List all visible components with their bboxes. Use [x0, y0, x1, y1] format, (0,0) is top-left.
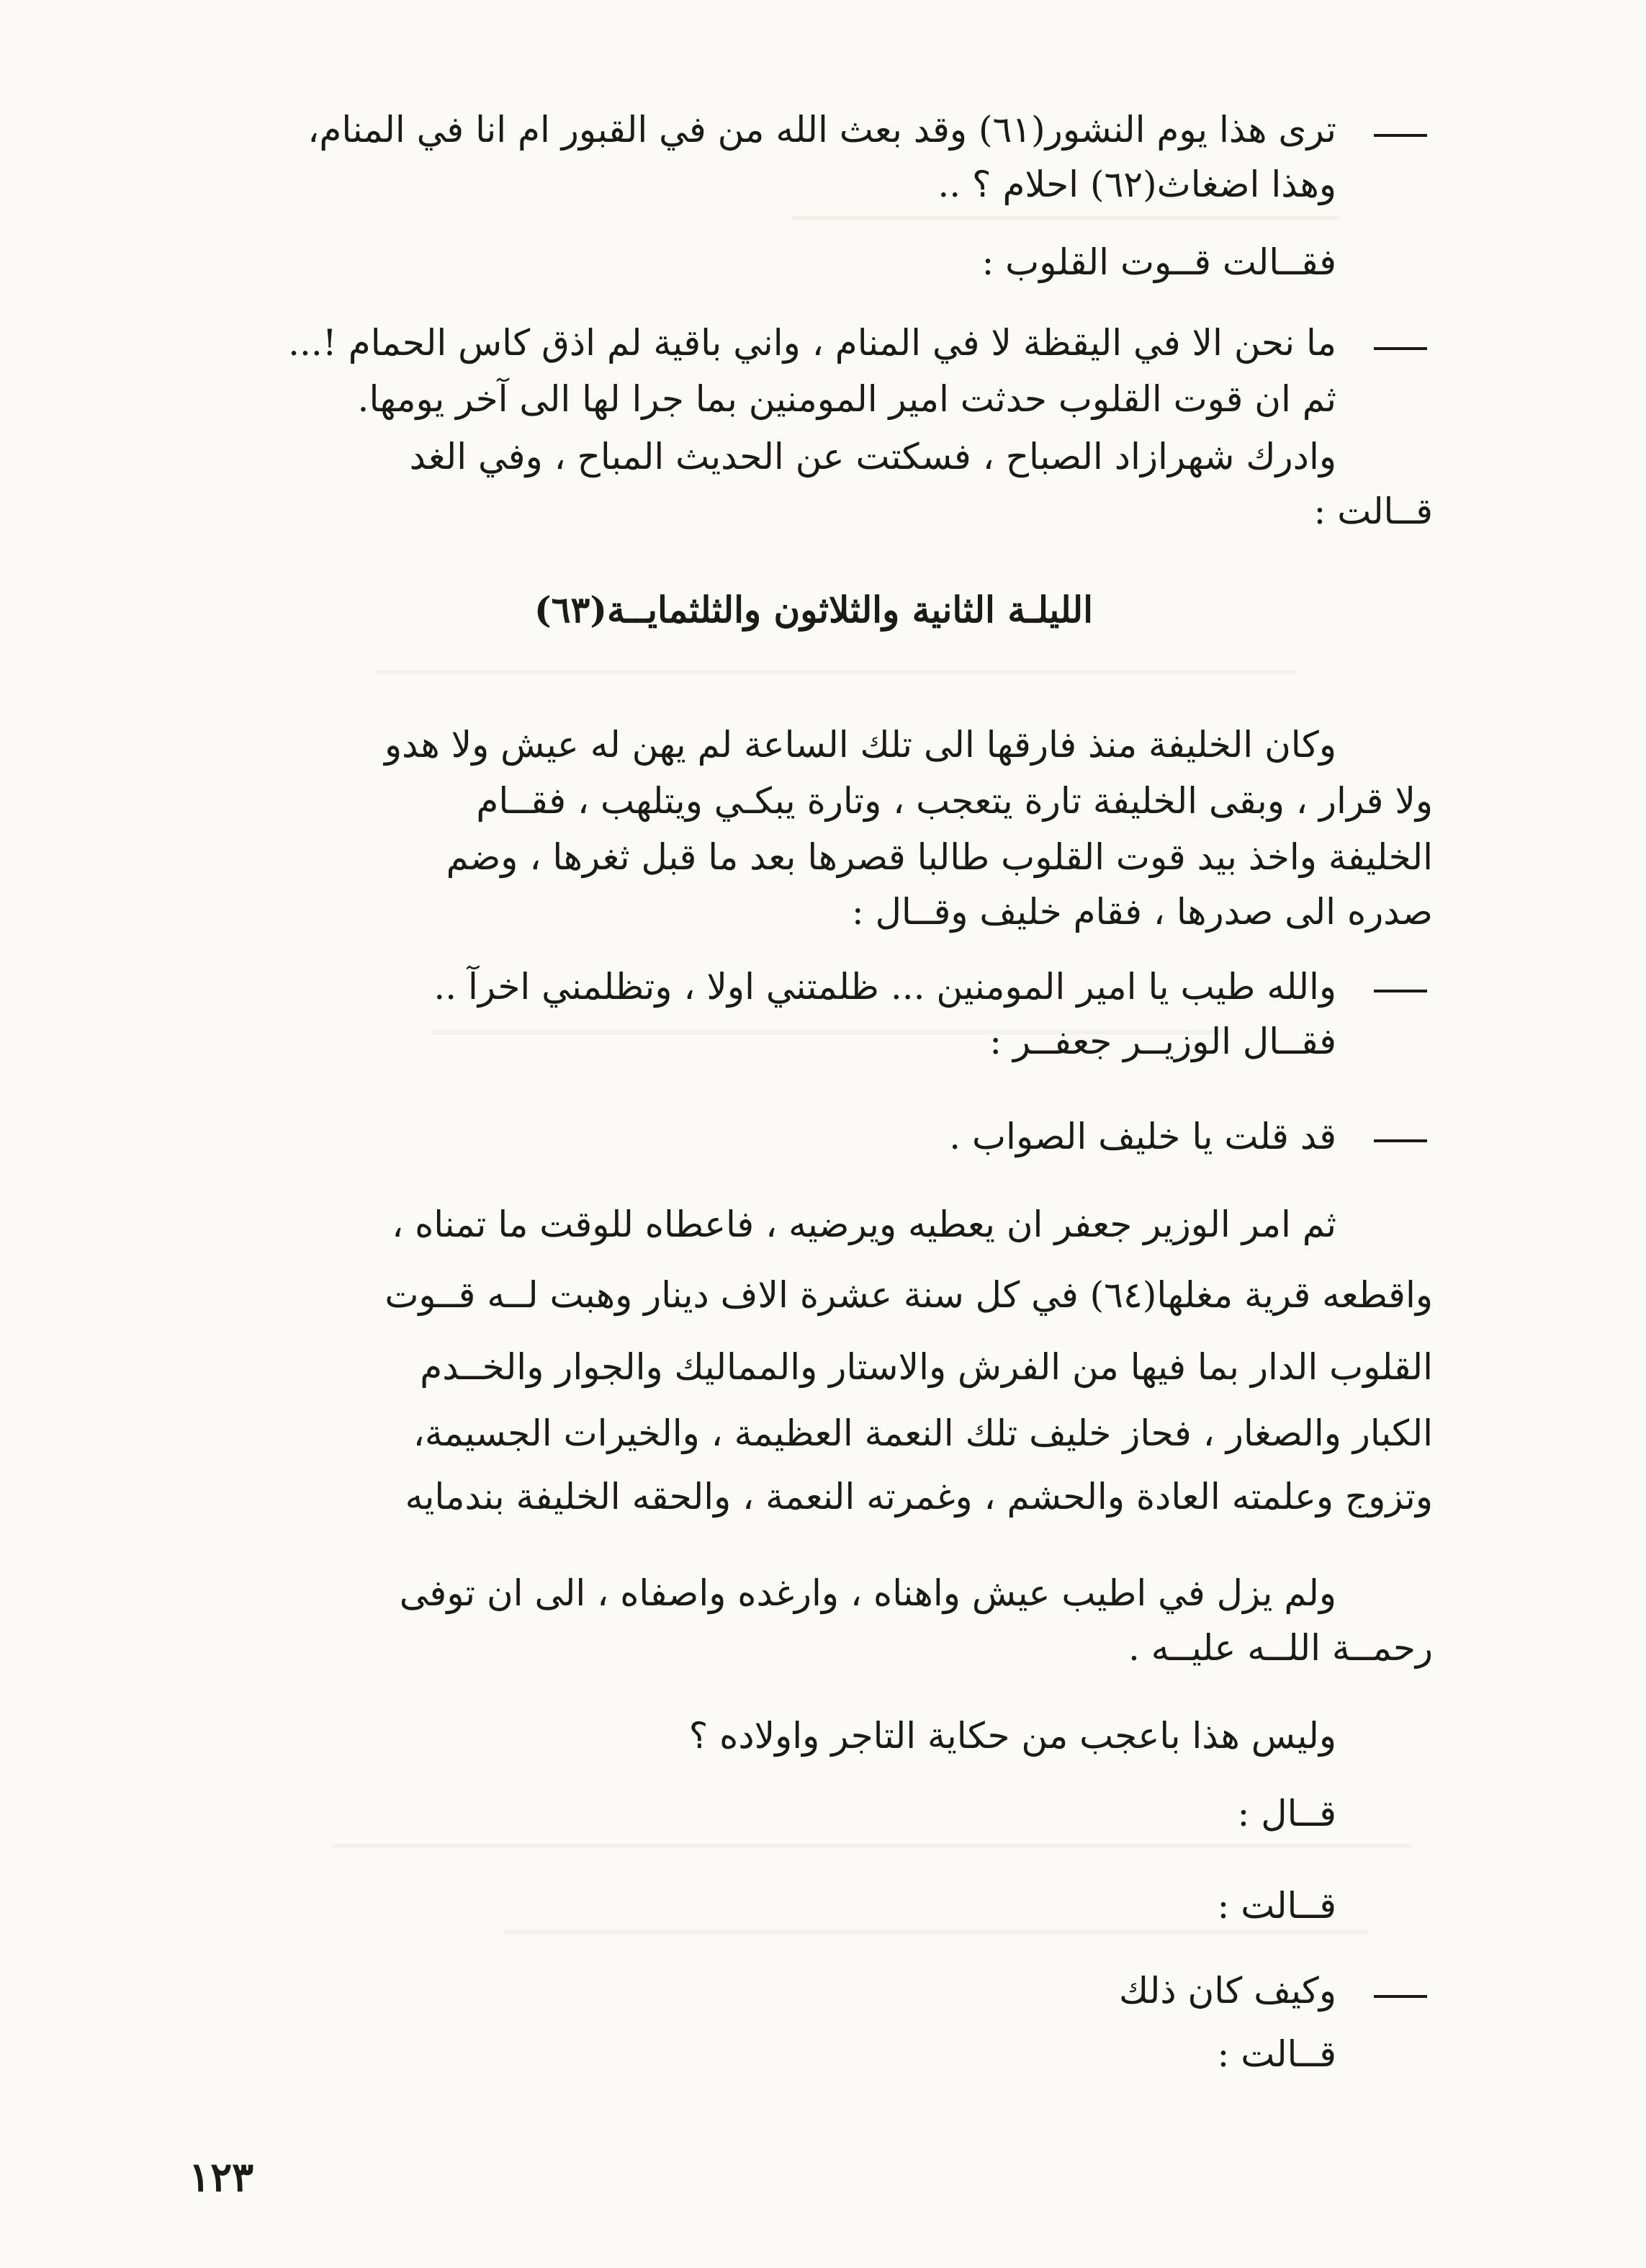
text-line: ولم يزل في اطيب عيش واهناه ، وارغده واصفاه ، الى ان توفى — [399, 1572, 1336, 1614]
text-line: قــال : — [1237, 1793, 1336, 1834]
dialogue-dash — [1374, 990, 1427, 992]
text-line: والله طيب يا امير المومنين ... ظلمتني اولا ، وتظلمني اخرآ .. — [433, 966, 1336, 1008]
dialogue-dash — [1374, 1139, 1427, 1142]
text-line: فقــال الوزيــر جعفــر : — [989, 1021, 1336, 1062]
bleed-through-mark — [792, 216, 1339, 220]
dialogue-dash — [1374, 134, 1427, 137]
text-line: وكان الخليفة منذ فارقها الى تلك الساعة لم يهن له عيش ولا هدو — [384, 724, 1336, 766]
text-line: القلوب الدار بما فيها من الفرش والاستار والمماليك والجوار والخــدم — [420, 1346, 1433, 1388]
night-heading: الليلـة الثانية والثلاثون والثلثمايــة(٦٣) — [534, 588, 1094, 631]
text-line: ما نحن الا في اليقظة لا في المنام ، واني باقية لم اذق كاس الحمام !... — [288, 322, 1336, 364]
bleed-through-mark — [374, 670, 1296, 674]
text-line: قــالت : — [1313, 490, 1433, 532]
dialogue-dash — [1374, 1995, 1427, 1998]
text-line: الكبار والصغار ، فحاز خليف تلك النعمة العظيمة ، والخيرات الجسيمة، — [413, 1412, 1433, 1454]
text-line: فقــالت قــوت القلوب : — [981, 241, 1336, 283]
text-line: واقطعه قرية مغلها(٦٤) في كل سنة عشرة الاف دينار وهبت لــه قــوت — [384, 1274, 1433, 1316]
text-line: وليس هذا باعجب من حكاية التاجر واولاده ؟ — [688, 1715, 1336, 1757]
text-line: ثم امر الوزير جعفر ان يعطيه ويرضيه ، فاعطاه للوقت ما تمناه ، — [392, 1204, 1336, 1245]
text-line: قــالت : — [1217, 1885, 1336, 1927]
text-line: ترى هذا يوم النشور(٦١) وقد بعث الله من في القبور ام انا في المنام، — [307, 109, 1336, 151]
text-line: قد قلت يا خليف الصواب . — [949, 1116, 1336, 1157]
page-number: ١٢٣ — [189, 2153, 254, 2201]
text-line: وهذا اضغاث(٦٢) احلام ؟ .. — [937, 163, 1336, 205]
bleed-through-mark — [504, 1930, 1368, 1935]
text-line: الخليفة واخذ بيد قوت القلوب طالبا قصرها بعد ما قبل ثغرها ، وضم — [446, 836, 1433, 878]
dialogue-dash — [1374, 347, 1427, 350]
text-line: وكيف كان ذلك — [1119, 1970, 1336, 2012]
text-line: صدره الى صدرها ، فقام خليف وقــال : — [851, 891, 1433, 933]
bleed-through-mark — [331, 1844, 1411, 1848]
text-line: وتزوج وعلمته العادة والحشم ، وغمرته النعمة ، والحقه الخليفة بندمايه — [405, 1476, 1433, 1518]
text-line: قــالت : — [1217, 2033, 1336, 2075]
text-line: ثم ان قوت القلوب حدثت امير المومنين بما جرا لها الى آخر يومها. — [357, 378, 1336, 420]
text-line: وادرك شهرازاد الصباح ، فسكتت عن الحديث المباح ، وفي الغد — [409, 436, 1336, 478]
text-line: ولا قرار ، وبقى الخليفة تارة يتعجب ، وتارة يبكـي ويتلهب ، فقــام — [476, 780, 1433, 822]
text-line: رحمــة اللــه عليــه . — [1128, 1627, 1433, 1669]
